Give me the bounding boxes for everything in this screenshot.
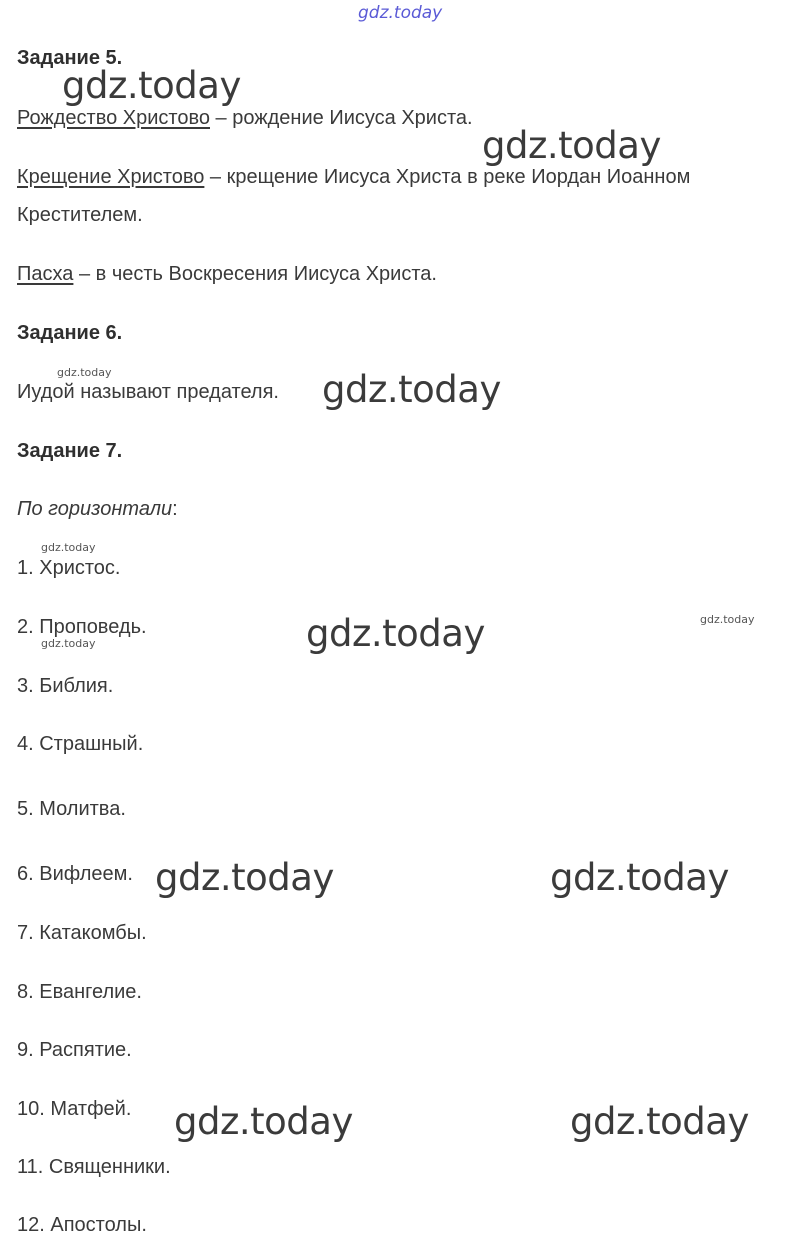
answer-item: 3. Библия. [17, 675, 114, 697]
answer-item: 5. Молитва. [17, 798, 126, 820]
task6-heading: Задание 6. [17, 322, 123, 344]
watermark: gdz.today [550, 856, 729, 899]
definition-baptism: – крещение Иисуса Христа в реке Иордан Иоанном [204, 166, 691, 188]
task5-item-2 [17, 165, 690, 189]
answer-item: 4. Страшный. [17, 733, 144, 755]
watermark: gdz.today [482, 124, 661, 167]
answer-item: 8. Евангелие. [17, 981, 142, 1003]
answer-item: 1. Христос. [17, 557, 121, 579]
term-baptism: Крещение Христово [17, 166, 205, 188]
subheading-horizontal: По горизонтали [17, 498, 173, 520]
answer-item: 11. Священники. [17, 1156, 171, 1178]
task6-text: Иудой называют предателя. [17, 381, 279, 403]
answer-item: 6. Вифлеем. [17, 863, 133, 885]
watermark: gdz.today [155, 856, 334, 899]
definition-easter: – в честь Воскресения Иисуса Христа. [73, 263, 437, 285]
watermark-small: gdz.today [41, 541, 96, 554]
answer-item: 2. Проповедь. [17, 616, 147, 638]
term-christmas: Рождество Христово [17, 107, 210, 129]
answer-item: 12. Апостолы. [17, 1214, 147, 1236]
subheading-colon: : [172, 498, 178, 520]
answer-item: 7. Катакомбы. [17, 922, 147, 944]
definition-baptism-cont: Крестителем. [17, 204, 143, 226]
definition-christmas: – рождение Иисуса Христа. [210, 107, 473, 129]
task5-heading: Задание 5. [17, 47, 123, 69]
answer-item: 9. Распятие. [17, 1039, 132, 1061]
watermark: gdz.today [306, 612, 485, 655]
watermark: gdz.today [322, 368, 501, 411]
task5-item-3 [17, 262, 437, 286]
watermark-small: gdz.today [700, 613, 755, 626]
watermark: gdz.today [570, 1100, 749, 1143]
watermark: gdz.today [174, 1100, 353, 1143]
task7-subheading [17, 497, 178, 521]
task7-heading: Задание 7. [17, 440, 123, 462]
watermark-top: gdz.today [358, 3, 443, 23]
watermark: gdz.today [62, 64, 241, 107]
answer-item: 10. Матфей. [17, 1098, 132, 1120]
watermark-small: gdz.today [57, 366, 112, 379]
task5-item-1 [17, 106, 473, 130]
watermark-small: gdz.today [41, 637, 96, 650]
term-easter: Пасха [17, 263, 74, 285]
